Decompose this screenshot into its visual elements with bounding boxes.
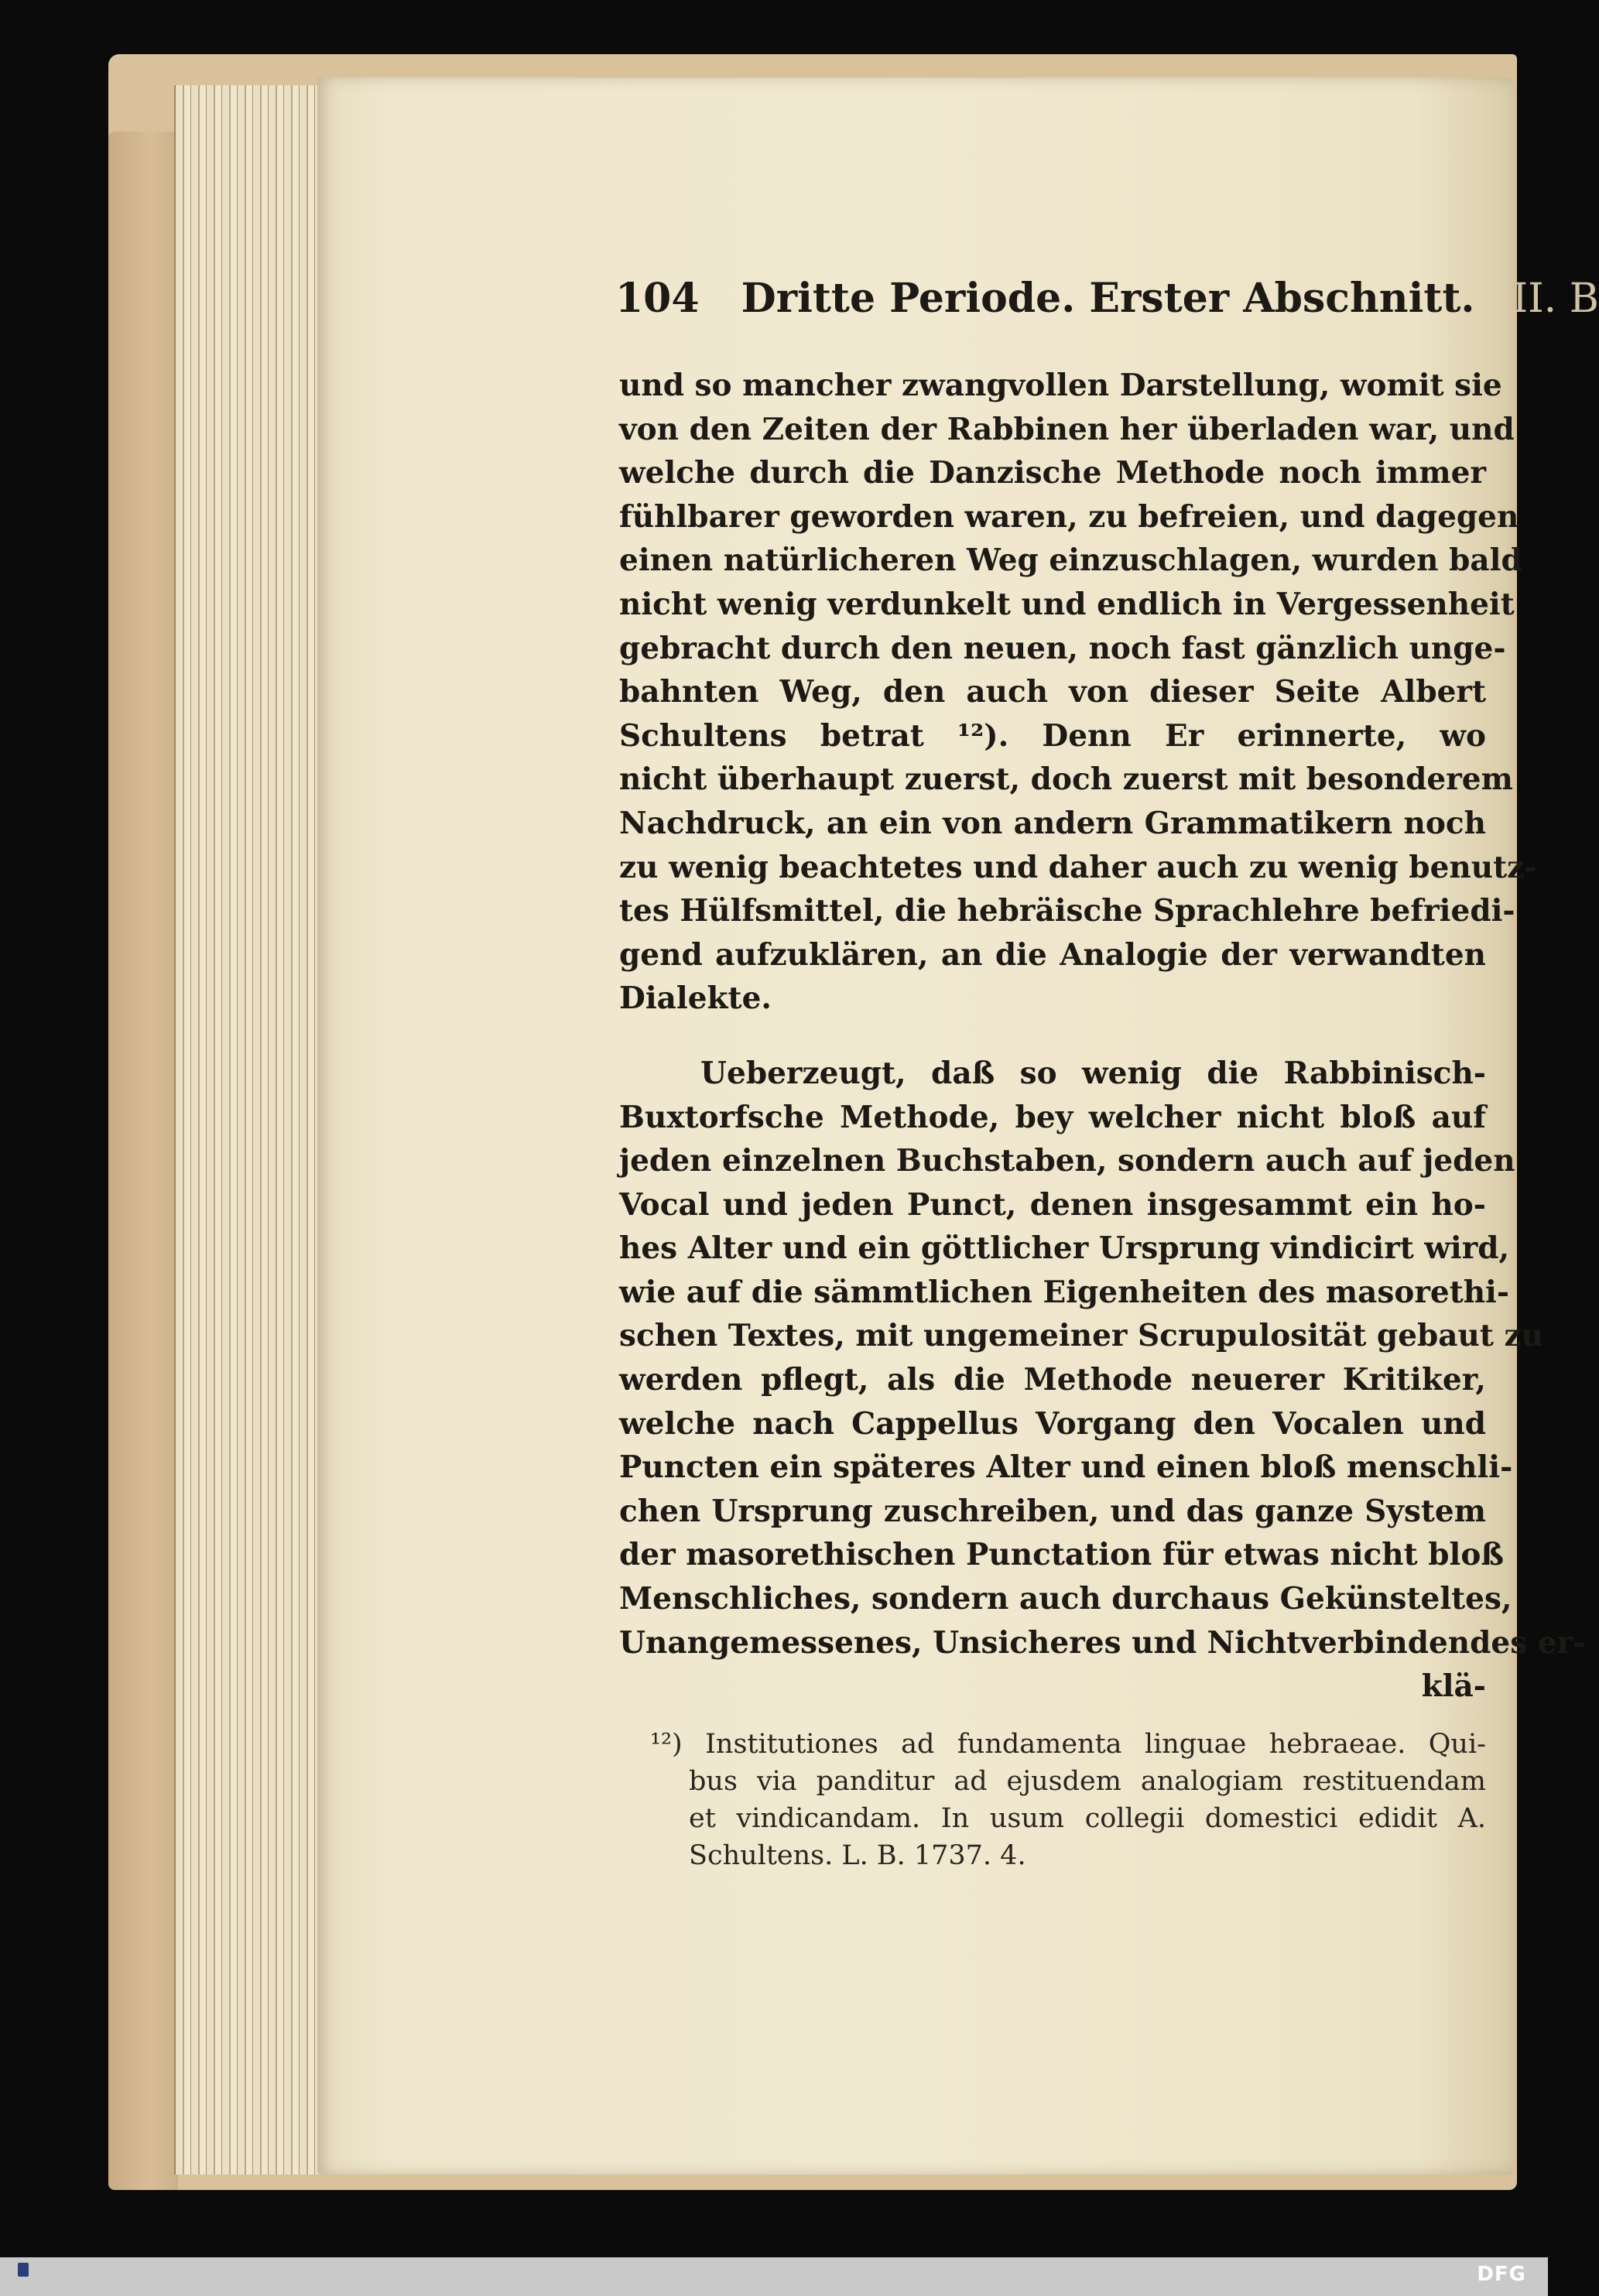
text-line: Vocal und jeden Punct, denen insgesammt ein ho- — [619, 1186, 1486, 1223]
text-line: bahnten Weg, den auch von dieser Seite Albert — [619, 674, 1486, 710]
main-text — [619, 364, 1586, 1709]
text-line: hes Alter und ein göttlicher Ursprung vindicirt wird, — [619, 1230, 1510, 1267]
paragraph-gap — [619, 1021, 1486, 1052]
text-line: Unangemessenes, Unsicheres und Nichtverbindendes er- — [619, 1624, 1586, 1661]
paragraph-2 — [619, 1052, 1586, 1709]
text-line: gend aufzuklären, an die Analogie der verwandten — [619, 936, 1486, 973]
bleed-through-text: II. B — [1512, 275, 1599, 322]
text-line: welche durch die Danzische Methode noch immer — [619, 455, 1486, 491]
footnote-line: Schultens. L. B. 1737. 4. — [689, 1840, 1026, 1871]
running-head — [615, 275, 1599, 329]
text-line: Schultens betrat ¹²). Denn Er erinnerte, wo — [619, 717, 1486, 754]
viewer-footer-bar — [0, 2257, 1548, 2296]
dfg-logo: DFG — [1477, 2263, 1526, 2286]
text-line: Menschliches, sondern auch durchaus Gekünsteltes, — [619, 1581, 1512, 1617]
text-line: von den Zeiten der Rabbinen her überladen war, und — [619, 411, 1515, 447]
text-line: Dialekte. — [619, 980, 772, 1017]
text-line: Puncten ein späteres Alter und einen bloß menschli- — [619, 1449, 1513, 1486]
text-line: wie auf die sämmtlichen Eigenheiten des masorethi- — [619, 1274, 1510, 1310]
footnote-line: et vindicandam. In usum collegii domestici edidit A. — [689, 1803, 1486, 1834]
text-line: Buxtorfsche Methode, bey welcher nicht bloß auf — [619, 1099, 1486, 1135]
page-number: 104 — [615, 275, 700, 322]
text-line: und so mancher zwangvollen Darstellung, womit sie — [619, 368, 1502, 403]
catchword: klä- — [1421, 1668, 1486, 1705]
text-line: schen Textes, mit ungemeiner Scrupulosität gebaut zu — [619, 1318, 1543, 1354]
text-line: zu wenig beachtetes und daher auch zu wenig benutz- — [619, 849, 1537, 885]
building-icon — [18, 2263, 29, 2277]
footnote — [650, 1726, 1486, 1874]
text-line: nicht überhaupt zuerst, doch zuerst mit besonderem — [619, 761, 1513, 798]
text-line: gebracht durch den neuen, noch fast gänzlich unge- — [619, 630, 1506, 666]
text-line: einen natürlicheren Weg einzuschlagen, wurden bald — [619, 542, 1522, 579]
text-line: werden pflegt, als die Methode neuerer Kritiker, — [619, 1362, 1486, 1398]
text-line: fühlbarer geworden waren, zu befreien, und dagegen — [619, 498, 1519, 535]
paragraph-1 — [619, 364, 1537, 1021]
cover-edge — [108, 132, 178, 2190]
text-line: jeden einzelnen Buchstaben, sondern auch auf jeden — [619, 1143, 1515, 1179]
text-line: Ueberzeugt, daß so wenig die Rabbinisch- — [700, 1055, 1486, 1091]
text-line: nicht wenig verdunkelt und endlich in Vergessenheit — [619, 586, 1515, 622]
library-logo-icon — [8, 2261, 39, 2292]
text-line: Nachdruck, an ein von andern Grammatikern noch — [619, 805, 1486, 841]
footnote-line: bus via panditur ad ejusdem analogiam restituendam — [689, 1766, 1486, 1797]
footnote-line: ¹²) Institutiones ad fundamenta linguae hebraeae. Qui- — [650, 1729, 1486, 1760]
text-line: der masorethischen Punctation für etwas nicht bloß — [619, 1537, 1504, 1573]
text-line: chen Ursprung zuschreiben, und das ganze System — [619, 1493, 1486, 1529]
text-line: welche nach Cappellus Vorgang den Vocalen und — [619, 1405, 1486, 1442]
text-line: tes Hülfsmittel, die hebräische Sprachlehre befriedi- — [619, 893, 1515, 929]
running-title: Dritte Periode. Erster Abschnitt. — [741, 275, 1475, 322]
